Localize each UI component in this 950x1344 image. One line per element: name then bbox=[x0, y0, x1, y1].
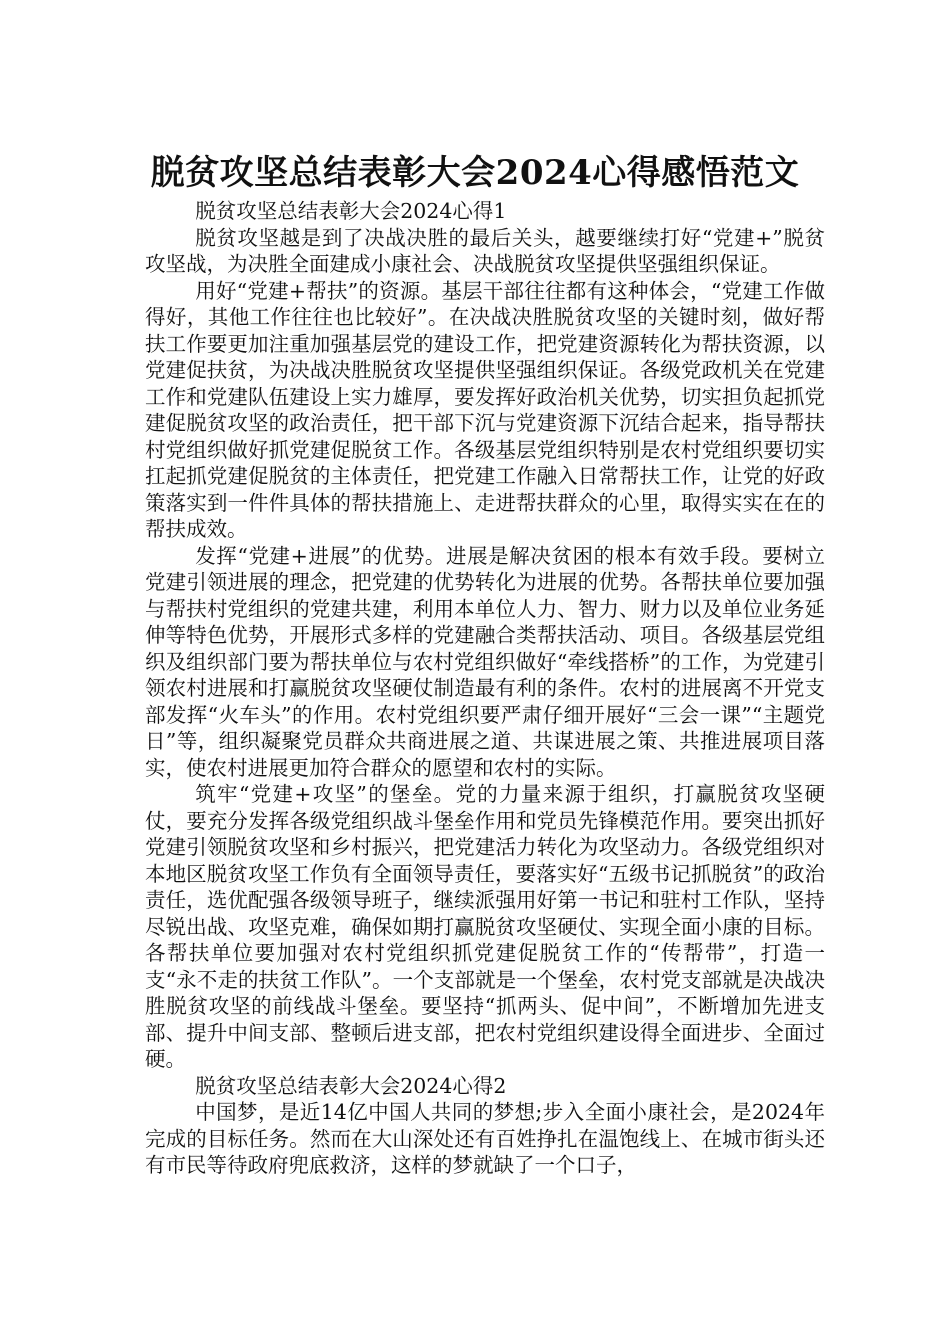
paragraph-2: 用好“党建+帮扶”的资源。基层干部往往都有这种体会，“党建工作做得好，其他工作往往也比较好”。在决战决胜脱贫攻坚的关键时刻，做好帮扶工作要更加注重加强基层党的建设工作，把党建资源转化为帮扶资源，以党建促扶贫，为决战决胜脱贫攻坚提供坚强组织保证。各级党政机关在党建工作和党建队伍建设上实力雄厚，要发挥好政治机关优势，切实担负起抓党建促脱贫攻坚的政治责任，把干部下沉与党建资源下沉结合起来，指导帮扶村党组织做好抓党建促脱贫工作。各级基层党组织特别是农村党组织要切实扛起抓党建促脱贫的主体责任，把党建工作融入日常帮扶工作，让党的好政策落实到一件件具体的帮扶措施上、走进帮扶群众的心里，取得实实在在的帮扶成效。 bbox=[145, 278, 825, 541]
section-heading-2: 脱贫攻坚总结表彰大会2024心得2 bbox=[195, 1073, 507, 1098]
paragraph-1: 脱贫攻坚越是到了决战决胜的最后关头，越要继续打好“党建+”脱贫攻坚战，为决胜全面建成小康社会、决战脱贫攻坚提供坚强组织保证。 bbox=[145, 225, 825, 276]
paragraph-4: 筑牢“党建+攻坚”的堡垒。党的力量来源于组织，打赢脱贫攻坚硬仗，要充分发挥各级党组织战斗堡垒作用和党员先锋模范作用。要突出抓好党建引领脱贫攻坚和乡村振兴，把党建活力转化为攻坚动力。各级党组织对本地区脱贫攻坚工作负有全面领导责任，要落实好“五级书记抓脱贫”的政治责任，选优配强各级领导班子，继续派强用好第一书记和驻村工作队，坚持尽锐出战、攻坚克难，确保如期打赢脱贫攻坚硬仗、实现全面小康的目标。各帮扶单位要加强对农村党组织抓党建促脱贫工作的“传帮带”，打造一支“永不走的扶贫工作队”。一个支部就是一个堡垒，农村党支部就是决战决胜脱贫攻坚的前线战斗堡垒。要坚持“抓两头、促中间”，不断增加先进支部、提升中间支部、整顿后进支部，把农村党组织建设得全面进步、全面过硬。 bbox=[145, 782, 825, 1071]
document-body bbox=[145, 198, 825, 1179]
paragraph-5: 中国梦，是近14亿中国人共同的梦想;步入全面小康社会，是2024年完成的目标任务。然而在大山深处还有百姓挣扎在温饱线上、在城市街头还有市民等待政府兜底救济，这样的梦就缺了一个口子， bbox=[145, 1100, 825, 1177]
document-title: 脱贫攻坚总结表彰大会2024心得感悟范文 bbox=[150, 152, 800, 193]
paragraph-3: 发挥“党建+进展”的优势。进展是解决贫困的根本有效手段。要树立党建引领进展的理念，把党建的优势转化为进展的优势。各帮扶单位要加强与帮扶村党组织的党建共建，利用本单位人力、智力、财力以及单位业务延伸等特色优势，开展形式多样的党建融合类帮扶活动、项目。各级基层党组织及组织部门要为帮扶单位与农村党组织做好“牵线搭桥”的工作，为党建引领农村进展和打赢脱贫攻坚硬仗制造最有利的条件。农村的进展离不开党支部发挥“火车头”的作用。农村党组织要严肃仔细开展好“三会一课”“主题党日”等，组织凝聚党员群众共商进展之道、共谋进展之策、共推进展项目落实，使农村进展更加符合群众的愿望和农村的实际。 bbox=[145, 543, 825, 780]
section-heading-1: 脱贫攻坚总结表彰大会2024心得1 bbox=[195, 199, 507, 223]
